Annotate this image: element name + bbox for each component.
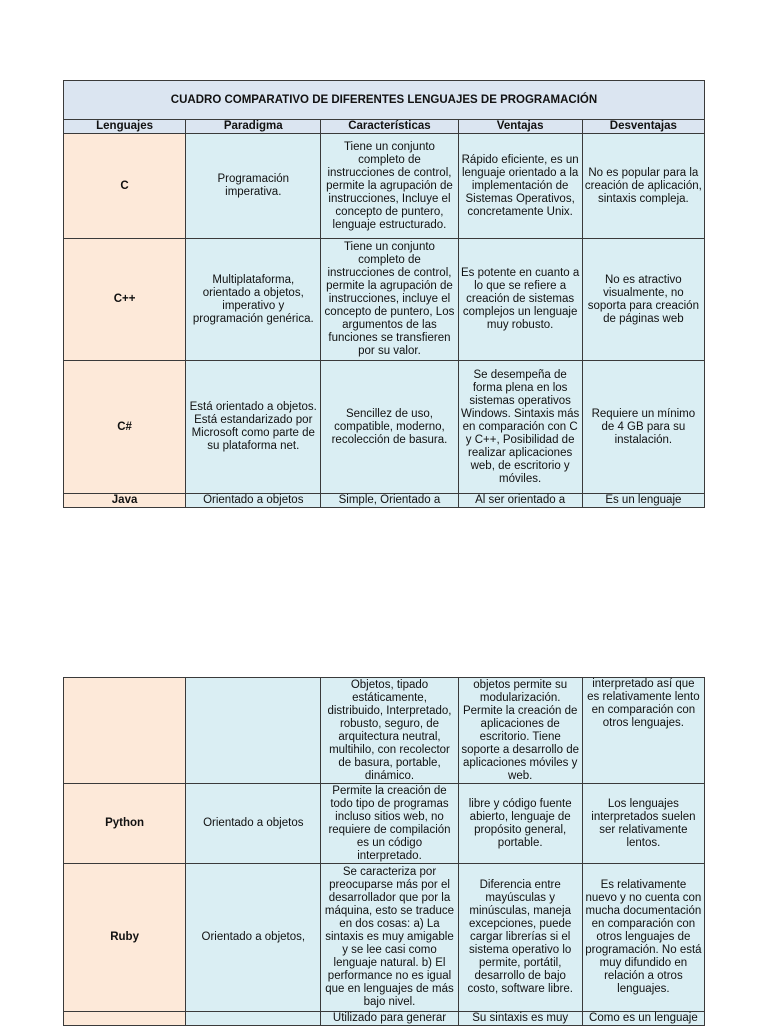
desventajas-cell: No es atractivo visualmente, no soporta para creación de páginas web <box>582 239 704 361</box>
paradigma-cell: Orientado a objetos <box>186 494 321 508</box>
ventajas-cell: Su sintaxis es muy <box>458 1012 582 1026</box>
lang-cell: C# <box>64 361 186 494</box>
paradigma-cell <box>186 1012 321 1026</box>
lang-cell <box>64 1012 186 1026</box>
lang-cell: C <box>64 134 186 239</box>
lang-cell: Python <box>64 784 186 864</box>
table-row <box>64 239 705 361</box>
paradigma-cell <box>186 678 321 784</box>
table-row <box>64 784 705 864</box>
header-desventajas: Desventajas <box>582 120 704 134</box>
ventajas-cell: Diferencia entre mayúsculas y minúsculas, maneja excepciones, puede cargar librerías si el sistema operativo lo permite, portátil, desarrollo de bajo costo, software libre. <box>458 864 582 1012</box>
table-row <box>64 864 705 1012</box>
table-row <box>64 361 705 494</box>
comparison-table-page1 <box>63 80 705 508</box>
desventajas-cell: Requiere un mínimo de 4 GB para su instalación. <box>582 361 704 494</box>
ventajas-cell: Rápido eficiente, es un lenguaje orientado a la implementación de Sistemas Operativos, concretamente Unix. <box>458 134 582 239</box>
paradigma-cell: Orientado a objetos, <box>186 864 321 1012</box>
paradigma-cell: Programación imperativa. <box>186 134 321 239</box>
desventajas-cell: Como es un lenguaje <box>582 1012 704 1026</box>
desventajas-cell: Es relativamente nuevo y no cuenta con mucha documentación en comparación con otros lenguajes de programación. No está muy difundido en relación a otros lenguajes. <box>582 864 704 1012</box>
caracteristicas-cell: Simple, Orientado a <box>321 494 458 508</box>
caracteristicas-cell: Tiene un conjunto completo de instrucciones de control, permite la agrupación de instrucciones, Incluye el concepto de puntero, lenguaje estructurado. <box>321 134 458 239</box>
desventajas-cell: Los lenguajes interpretados suelen ser relativamente lentos. <box>582 784 704 864</box>
ventajas-cell: libre y código fuente abierto, lenguaje de propósito general, portable. <box>458 784 582 864</box>
ventajas-cell: Es potente en cuanto a lo que se refiere a creación de sistemas complejos un lenguaje muy robusto. <box>458 239 582 361</box>
header-paradigma: Paradigma <box>186 120 321 134</box>
header-lenguajes: Lenguajes <box>64 120 186 134</box>
ventajas-cell: objetos permite su modularización. Permite la creación de aplicaciones de escritorio. Tiene soporte a desarrollo de aplicaciones móviles y web. <box>458 678 582 784</box>
caracteristicas-cell: Sencillez de uso, compatible, moderno, recolección de basura. <box>321 361 458 494</box>
caracteristicas-cell: Permite la creación de todo tipo de programas incluso sitios web, no requiere de compilación es un código interpretado. <box>321 784 458 864</box>
caracteristicas-cell: Objetos, tipado estáticamente, distribuido, Interpretado, robusto, seguro, de arquitectura neutral, multihilo, con recolector de basura, portable, dinámico. <box>321 678 458 784</box>
paradigma-cell: Multiplataforma, orientado a objetos, imperativo y programación genérica. <box>186 239 321 361</box>
table-row <box>64 134 705 239</box>
desventajas-cell: Es un lenguaje <box>582 494 704 508</box>
paradigma-cell: Está orientado a objetos. Está estandarizado por Microsoft como parte de su plataforma net. <box>186 361 321 494</box>
lang-cell <box>64 678 186 784</box>
table-row <box>64 678 705 784</box>
lang-cell: Ruby <box>64 864 186 1012</box>
caracteristicas-cell: Utilizado para generar <box>321 1012 458 1026</box>
lang-cell: Java <box>64 494 186 508</box>
caracteristicas-cell: Se caracteriza por preocuparse más por el desarrollador que por la máquina, esto se traduce en dos cosas: a) La sintaxis es muy amigable y se lee casi como lenguaje natural. b) El performance no es igual que en lenguajes de más bajo nivel. <box>321 864 458 1012</box>
paradigma-cell: Orientado a objetos <box>186 784 321 864</box>
lang-cell: C++ <box>64 239 186 361</box>
comparison-table-page2 <box>63 677 705 1026</box>
header-caracteristicas: Características <box>321 120 458 134</box>
table-title: CUADRO COMPARATIVO DE DIFERENTES LENGUAJES DE PROGRAMACIÓN <box>64 81 705 120</box>
table-row <box>64 1012 705 1026</box>
header-ventajas: Ventajas <box>458 120 582 134</box>
ventajas-cell: Al ser orientado a <box>458 494 582 508</box>
desventajas-cell: No es popular para la creación de aplicación, sintaxis compleja. <box>582 134 704 239</box>
desventajas-cell: interpretado así que es relativamente lento en comparación con otros lenguajes. <box>582 678 704 784</box>
caracteristicas-cell: Tiene un conjunto completo de instrucciones de control, permite la agrupación de instrucciones, incluye el concepto de puntero, Los argumentos de las funciones se transfieren por su valor. <box>321 239 458 361</box>
table-row <box>64 494 705 508</box>
ventajas-cell: Se desempeña de forma plena en los sistemas operativos Windows. Sintaxis más en comparación con C y C++, Posibilidad de realizar aplicaciones web, de escritorio y móviles. <box>458 361 582 494</box>
